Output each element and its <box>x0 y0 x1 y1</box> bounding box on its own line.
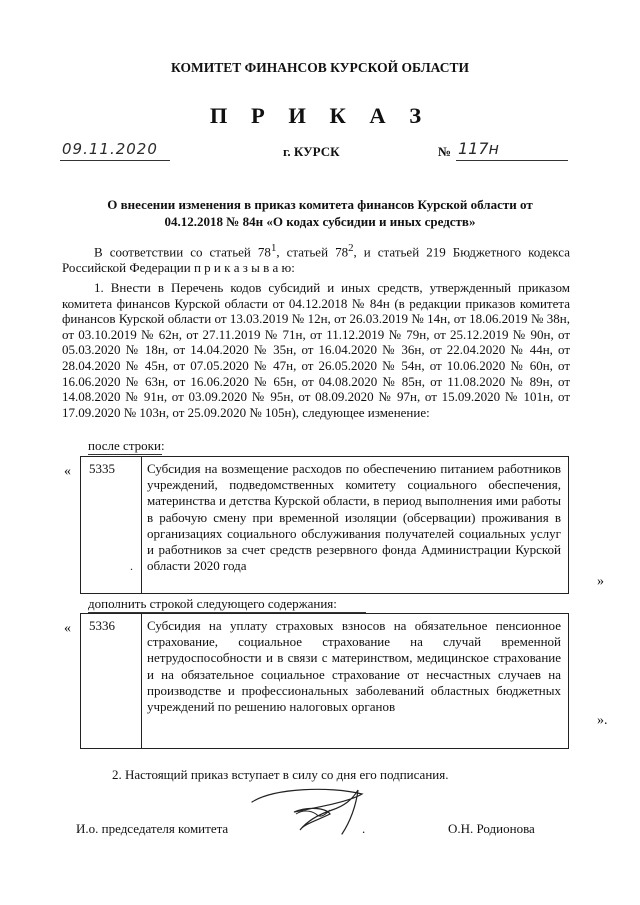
preamble-sup-2: 2 <box>348 242 354 254</box>
row-1-quote-open: « <box>64 464 71 479</box>
signatory-role: И.о. председателя комитета <box>76 821 229 836</box>
description-cell: Субсидия на уплату страховых взносов на обязательное пенсионное страхование, социальное страхование на случай временной нетрудоспособности и в связи с материнством, медицинское страхование и на обязательное социальное страхование от несчастных случаев на производстве и профессиональных заболеваний областных бюджетных учреждений по решению налоговых органов <box>147 618 561 715</box>
preamble-part-2: , статьей 78 <box>276 244 349 260</box>
date-underline <box>60 160 170 161</box>
number-underline <box>456 160 568 161</box>
paragraph-item-1: 1. Внести в Перечень кодов субсидий и иных средств, утвержденный приказом комитета финансов Курской области от 04.12.2018 № 84н (в редакции приказов комитета финансов Курской области от 13.03.2019 № 12н, от 26.03.2019 № 14н, от 18.06.2019 № 38н, от 03.10.2019 № 62н, от 27.11.2019 № 71н, от 11.12.2019 № 79н, от 25.12.2019 № 90н, от 05.03.2020 № 18н, от 14.04.2020 № 35н, от 16.04.2020 № 36н, от 22.04.2020 № 44н, от 28.04.2020 № 45н, от 07.05.2020 № 47н, от 26.05.2020 № 54н, от 10.06.2020 № 60н, от 16.06.2020 № 63н, от 16.06.2020 № 65н, от 04.08.2020 № 85н, от 11.08.2020 № 89н, от 14.08.2020 № 91н, от 03.09.2020 № 95н, от 08.09.2020 № 97н, от 15.09.2020 № 101н, от 17.09.2020 № 103н, от 25.09.2020 № 105н), следующее изменение: <box>62 280 570 420</box>
subject-line-1: О внесении изменения в приказ комитета финансов Курской области от <box>107 197 533 212</box>
city: г. КУРСК <box>283 144 340 159</box>
after-line-label: после строки: <box>88 438 165 453</box>
paragraph-item-2: 2. Настоящий приказ вступает в силу со дня его подписания. <box>112 767 449 782</box>
preamble-part-1: В соответствии со статьей 78 <box>94 244 271 260</box>
code-cell <box>81 614 142 748</box>
document-title: П Р И К А З <box>209 103 431 128</box>
order-subject <box>0 196 640 230</box>
subject-line-2: 04.12.2018 № 84н «О кодах субсидии и иных средств» <box>164 214 476 229</box>
signature-mark: . <box>362 821 366 836</box>
table-row-5335 <box>80 456 569 594</box>
order-date: 09.11.2020 <box>62 140 158 158</box>
order-number: 117н <box>458 139 499 158</box>
committee-name: КОМИТЕТ ФИНАНСОВ КУРСКОЙ ОБЛАСТИ <box>171 60 469 75</box>
description-cell: Субсидия на возмещение расходов по обеспечению питанием работников учреждений, подведомственных комитету социального обеспечения, материнства и детства Курской области, в период выполнения ими работы в рабочую смену при временной изоляции (обсервации) проживания в организациях социального обслуживания получателей социальных услуг и работников за счет средств резервного фонда Администрации Курской области 2020 года <box>147 461 561 574</box>
handwritten-signature <box>234 774 394 844</box>
preamble-part-3: , и статьей 219 Бюджетного кодекса Российской Федерации п р и к а з ы в а ю: <box>62 244 570 275</box>
paragraph-preamble <box>62 241 570 276</box>
add-line-label: дополнить строкой следующего содержания: <box>88 596 337 611</box>
row-1-quote-close: » <box>597 574 604 589</box>
code-value: 5335 <box>89 461 115 476</box>
table-row-5336 <box>80 613 569 749</box>
code-value: 5336 <box>89 618 115 633</box>
signatory-name: О.Н. Родионова <box>448 821 535 836</box>
row-2-quote-close: ». <box>597 713 608 728</box>
after-line-underline <box>88 454 162 455</box>
row-1-stray-mark: . <box>130 559 133 573</box>
number-label: № <box>438 144 452 159</box>
preamble-sup-1: 1 <box>270 242 277 254</box>
row-2-quote-open: « <box>64 621 71 636</box>
